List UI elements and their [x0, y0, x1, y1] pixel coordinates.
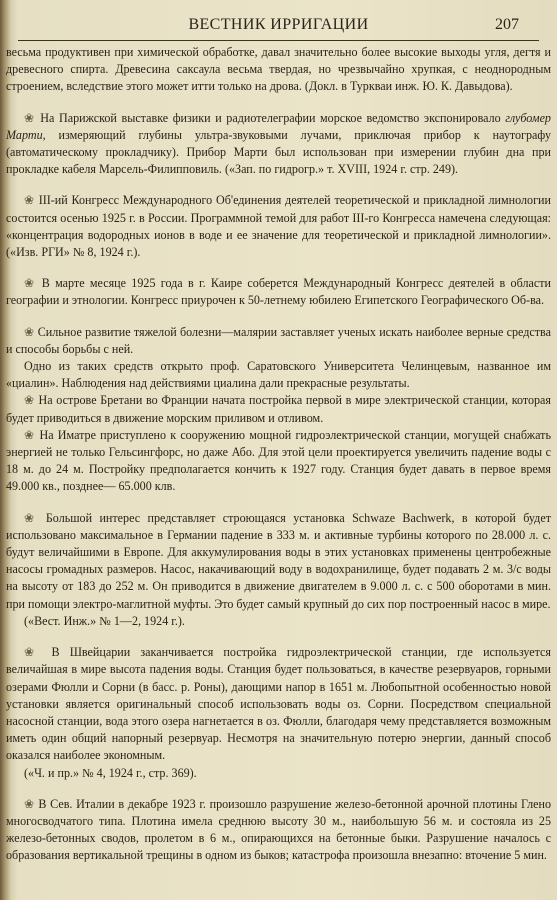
paragraph-marti-depth-gauge: ❀ На Парижской выставке физики и радиотелеграфии морское ведомство экспонировало глубомер Марти, измеряющий глубины ультра-звуковыми лучами, приключая прибор к наутографу (автоматическому прокладчику). Прибор Марти был использован при измерении глубин дна при прокладке кабеля Марсель-Филипповиль. («Зап. по гидрогр.» т. XVIII, 1924 г. стр. 249). [6, 110, 551, 177]
paragraph-cialin: Одно из таких средств открыто проф. Саратовского Университета Челинцевым, названное им «циалин». Наблюдения над действиями циалина дали прекрасные результаты. [6, 359, 551, 391]
flower-bullet-icon: ❀ [24, 645, 42, 660]
paragraph-imatra: ❀ На Иматре приступлено к сооружению мощной гидроэлектрической станции, могущей снабжать энергией не только Гельсингфорс, но даже Або. Для этой цели проектируется увеличить падение воды с 18 м. до 24 м. Постройку предполагается кончить к 1927 году. Станция будет давать в первое время 49.000 кв., позднее— 65.000 клв. [6, 427, 551, 494]
flower-bullet-icon: ❀ [24, 276, 37, 291]
paragraph-brittany-tidal: ❀ На острове Бретани во Франции начата постройка первой в мире электрической станции, которая будет приводиться в движение морским приливом и отливом. [6, 393, 551, 425]
citation-ch-i-pr: («Ч. и пр.» № 4, 1924 г., стр. 369). [24, 765, 197, 780]
flower-bullet-icon: ❀ [24, 110, 36, 125]
article-body [6, 44, 551, 900]
flower-bullet-icon: ❀ [24, 796, 35, 811]
journal-title: ВЕСТНИК ИРРИГАЦИИ [188, 16, 369, 33]
paragraph-saksaul: весьма продуктивен при химической обработке, давал значительно более высокие выходы угля, дегтя и древесного спирта. Древесина саксаула весьма твердая, но чрезвычайно хрупкая, с неоднородным строением, вследствие этого может итти только на дрова. (Докл. в Туркваи инж. Ю. К. Давыдова). [6, 45, 551, 94]
flower-bullet-icon: ❀ [24, 324, 35, 339]
paragraph-gleno-dam: ❀ В Сев. Италии в декабре 1923 г. произошло разрушение железо-бетонной арочной плотины Глено многосводчатого типа. Плотина имела среднюю высоту 30 м., наибольшую 56 м. и состояла из 25 железо-бетонных сводов, пролетом в 6 м., опирающихся на бетонные быки. Разрушение началось с образования вертикальной трещины в одном из быков; катастрофа произошла внезапно: вточение 5 мин. [6, 796, 552, 863]
paragraph-schwaze-bachwerk: ❀ Большой интерес представляет строющаяся установка Schwaze Bachwerk, в которой будет использовано максимальное в Германии падение в 333 м. и активные турбины которого по 28.000 л. с. будут величайшими в Европе. Для аккумулирования воды в этих установках применены центробежные насосы громадных размеров. Насос, накачивающий воду в водохранилище, будет подавать 2 м. 3/с воды на высоту от 183 до 252 м. Он приводится в движение двигателем в 9.000 л. с. с 500 оборотами в мин. при помощи электро-маглитной муфты. Это будет самый крупный до сих пор построенный насос в мире. [6, 510, 551, 611]
flower-bullet-icon: ❀ [24, 427, 36, 442]
running-header [18, 12, 539, 41]
page-number: 207 [495, 16, 519, 33]
flower-bullet-icon: ❀ [24, 193, 35, 208]
citation-vest-inzh: («Вест. Инж.» № 1—2, 1924 г.). [24, 613, 185, 628]
paragraph-cairo-congress: ❀ В марте месяце 1925 года в г. Каире соберется Международный Конгресс деятелей в области географии и этнологии. Конгресс приурочен к 50-летнему юбилею Египетского Географического Об-ва. [6, 276, 551, 308]
paragraph-limnology-congress: ❀ III-ий Конгресс Международного Об'единения деятелей теоретической и прикладной лимнологии состоится осенью 1925 г. в России. Программной темой для работ III-го Конгресса намечена следующая: «концентрация водородных ионов в воде и ее значение для теоретической и прикладной лимнологии». («Изв. РГИ» № 8, 1924 г.). [6, 193, 551, 260]
paragraph-switzerland-station: ❀ В Швейцарии заканчивается постройка гидроэлектрической станции, где используется величайшая в мире высота падения воды. Станция будет пользоваться, в качестве резервуаров, горными озерами Фюлли и Сорни (в басс. р. Роны), дающими напор в 1651 м. Любопытной особенностью новой установки является оригинальный способ использовать воды оз. Сорни. Посредством специальной насосной станции, вода этого озера нагнетается в оз. Фюлли, благодаря чему представляется возможным иметь один общий напорный резервуар. Несмотря на значительную потерю энергии, данный способ оказался наиболее экономным. [6, 645, 551, 763]
flower-bullet-icon: ❀ [24, 393, 35, 408]
paragraph-malaria: ❀ Сильное развитие тяжелой болезни—малярии заставляет ученых искать наиболее верные средства и способы борьбы с ней. [6, 324, 551, 356]
flower-bullet-icon: ❀ [24, 510, 39, 525]
